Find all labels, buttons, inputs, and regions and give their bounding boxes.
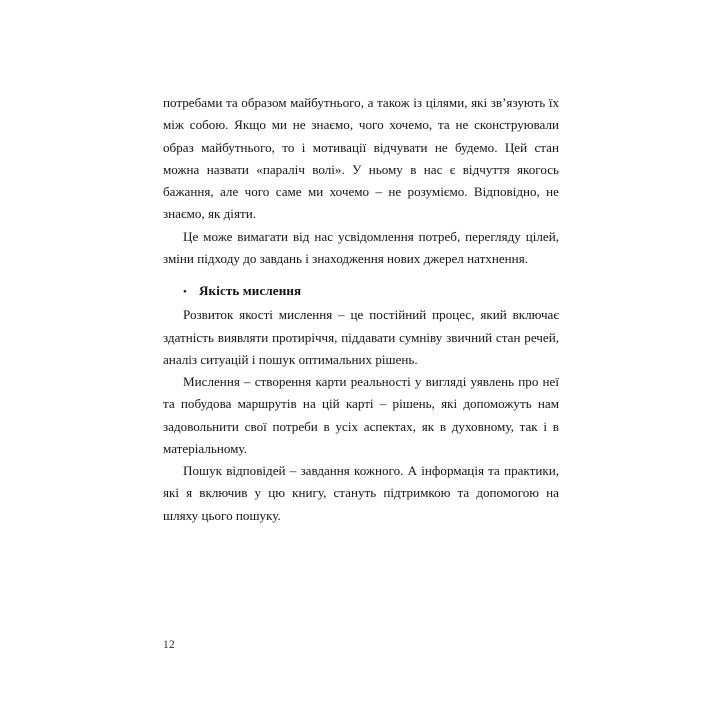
paragraph-4: Мислення – створення карти реальності у вигляді уявлень про неї та побудова маршрутів на цій карті – рішень, які допоможуть нам задовольнити свої потреби в усіх аспектах, як в духовному, так і в матеріальному.: [163, 374, 559, 456]
bullet-list-item: [163, 280, 559, 302]
page-number: 12: [163, 639, 175, 651]
bullet-dot-icon: •: [183, 286, 187, 298]
paragraph-2: Це може вимагати від нас усвідомлення потреб, перегляду цілей, зміни підходу до завдань і знаходження нових джерел натхнення.: [163, 228, 559, 266]
bullet-heading: Якість мислення: [199, 283, 302, 298]
page-text-column: [163, 92, 559, 527]
paragraph-1: потребами та образом майбутнього, а також із цілями, які зв’язують їх між собою. Якщо ми не знаємо, чого хочемо, та не сконструювали образ майбутнього, то і мотивації відчувати не будемо. Цей стан можна назвати «параліч волі». У ньому в нас є відчуття якогось бажання, але чого саме ми хочемо – не розуміємо. Відповідно, не знаємо, як діяти.: [163, 95, 559, 222]
paragraph-3: Розвиток якості мислення – це постійний процес, який включає здатність виявляти протиріччя, піддавати сумніву звичний стан речей, аналіз ситуацій і пошук оптимальних рішень.: [163, 307, 559, 367]
paragraph-5: Пошук відповідей – завдання кожного. А інформація та практики, які я включив у цю книгу, стануть підтримкою та допомогою на шляху цього пошуку.: [163, 463, 559, 523]
